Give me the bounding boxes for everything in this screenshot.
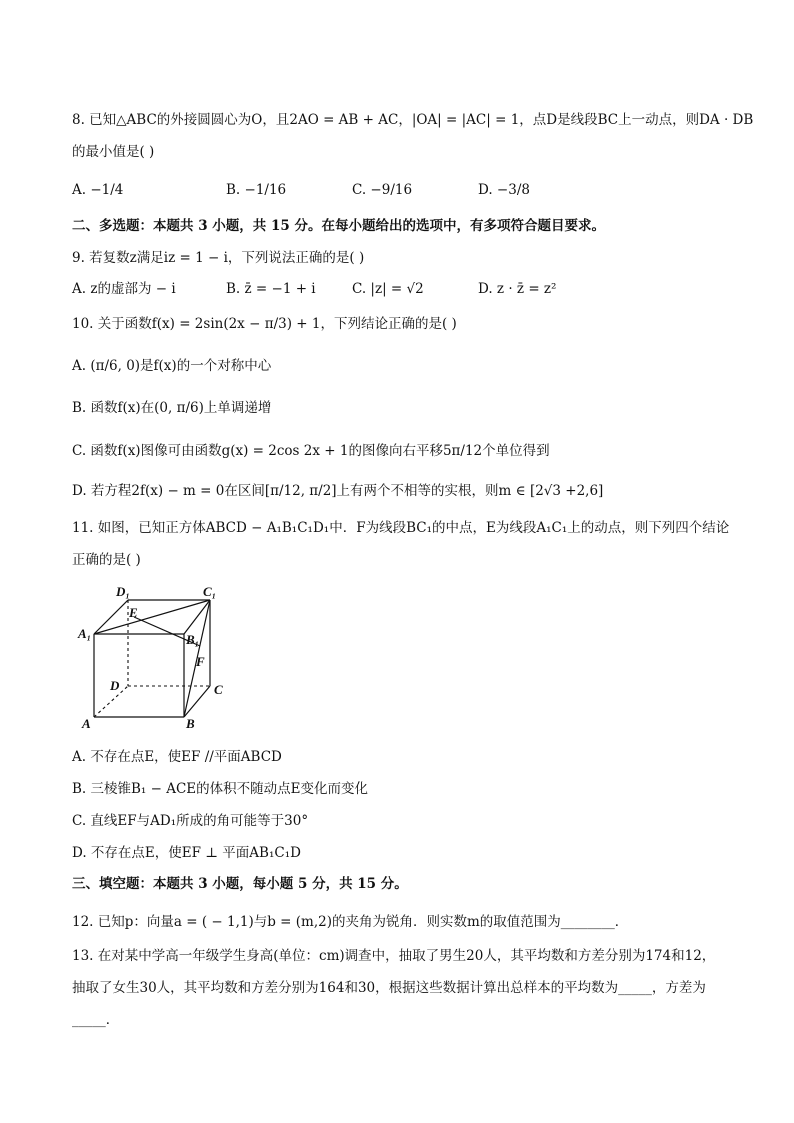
label-b1: B₁	[186, 632, 200, 647]
section-2-heading: 二、多选题：本题共 3 小题，共 15 分。在每小题给出的选项中，有多项符合题目要求。	[72, 218, 605, 234]
q8-option-b: B. −1/16	[226, 182, 287, 198]
q13-stem-line2: 抽取了女生30人，其平均数和方差分别为164和30，根据这些数据计算出总样本的平均数为_____，方差为	[72, 980, 706, 996]
q13-stem-line1: 13. 在对某中学高一年级学生身高(单位：cm)调查中，抽取了男生20人，其平均数和方差分别为174和12，	[72, 948, 716, 964]
label-a: A	[82, 716, 91, 731]
q8-stem-line2: 的最小值是( )	[72, 144, 155, 160]
q11-stem-line2: 正确的是( )	[72, 552, 141, 568]
q8-option-c: C. −9/16	[352, 182, 413, 198]
label-d1: D₁	[116, 584, 130, 599]
q12-stem: 12. 已知p：向量a = ( − 1,1)与b = (m,2)的夹角为锐角．则实数m的取值范围为________．	[72, 914, 629, 930]
q8-stem-line1: 8. 已知△ABC的外接圆圆心为O，且2AO = AB + AC，|OA| = |AC| = 1，点D是线段BC上一动点，则DA · DB	[72, 112, 754, 128]
q11-option-c: C. 直线EF与AD₁所成的角可能等于30°	[72, 813, 309, 829]
q9-option-c: C. |z| = √2	[352, 281, 424, 297]
label-a1: A₁	[78, 626, 92, 641]
q9-stem: 9. 若复数z满足iz = 1 − i，下列说法正确的是( )	[72, 250, 365, 266]
section-3-heading: 三、填空题：本题共 3 小题，每小题 5 分，共 15 分。	[72, 876, 408, 892]
q9-option-a: A. z的虚部为 − i	[72, 281, 176, 297]
q10-option-c: C. 函数f(x)图像可由函数g(x) = 2cos 2x + 1的图像向右平移5π/12个单位得到	[72, 443, 550, 459]
label-d: D	[110, 678, 120, 693]
q9-option-d: D. z · z̄ = z²	[478, 281, 557, 297]
q8-option-d: D. −3/8	[478, 182, 530, 198]
label-e: E	[129, 605, 138, 620]
label-b: B	[186, 716, 195, 731]
q11-stem-line1: 11. 如图，已知正方体ABCD − A₁B₁C₁D₁中．F为线段BC₁的中点，E为线段A₁C₁上的动点，则下列四个结论	[72, 520, 730, 536]
q10-option-b: B. 函数f(x)在(0, π/6)上单调递增	[72, 400, 272, 416]
label-f: F	[196, 654, 205, 669]
label-c: C	[214, 682, 223, 697]
q10-option-d: D. 若方程2f(x) − m = 0在区间[π/12, π/2]上有两个不相等的实根，则m ∈ [2√3 +2,6]	[72, 483, 604, 499]
q10-option-a: A. (π/6, 0)是f(x)的一个对称中心	[72, 358, 272, 374]
q8-option-a: A. −1/4	[72, 182, 124, 198]
q13-stem-line3: _____．	[72, 1012, 120, 1028]
q11-option-a: A. 不存在点E，使EF //平面ABCD	[72, 749, 282, 765]
q11-option-d: D. 不存在点E，使EF ⊥ 平面AB₁C₁D	[72, 845, 301, 861]
label-c1: C₁	[203, 584, 217, 599]
q9-option-b: B. z̄ = −1 + i	[226, 281, 316, 297]
cube-figure	[72, 582, 232, 732]
q11-option-b: B. 三棱锥B₁ − ACE的体积不随动点E变化而变化	[72, 781, 369, 797]
q10-stem: 10. 关于函数f(x) = 2sin(2x − π/3) + 1，下列结论正确的是( )	[72, 316, 457, 332]
